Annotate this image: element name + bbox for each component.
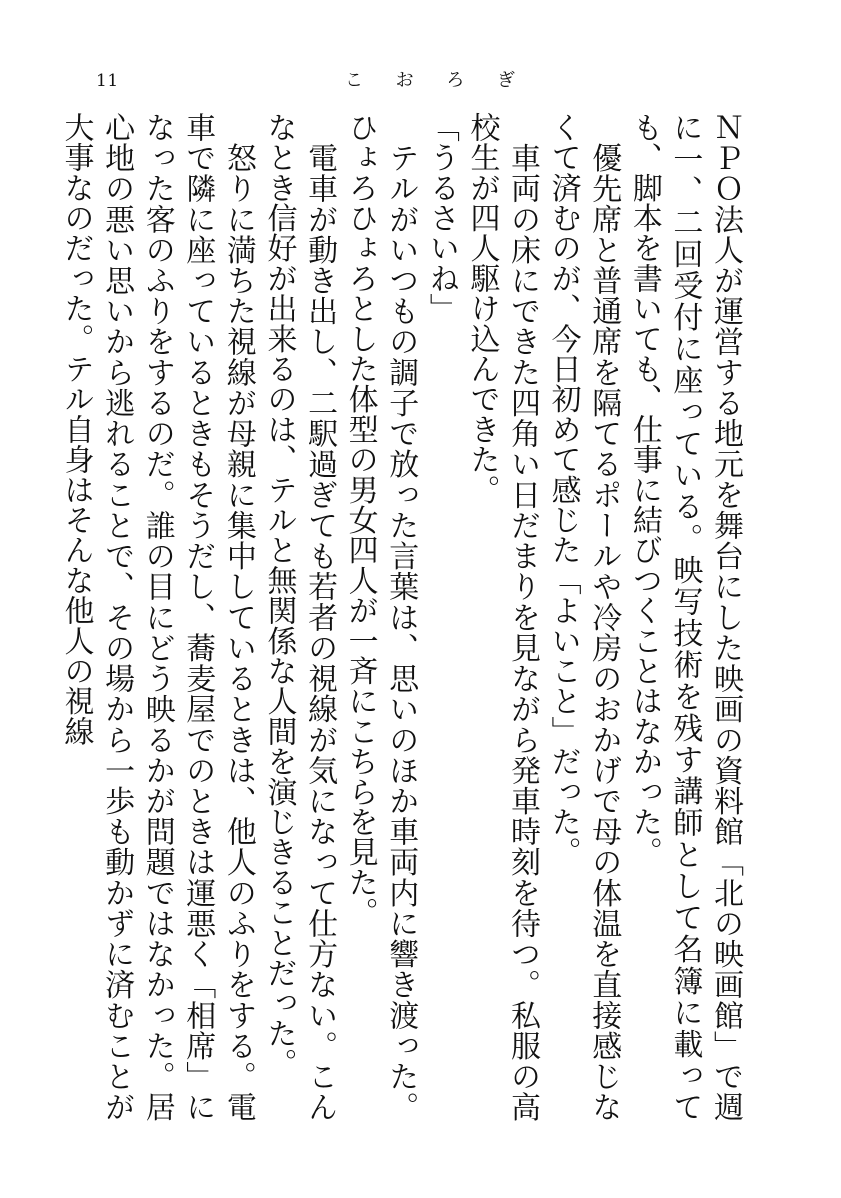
paragraph: テルがいつもの調子で放った言葉は、思いのほか車両内に響き渡った。ひょろひょろとした体型の男女四人が一斉にこちらを見た。: [342, 112, 419, 1122]
paragraph: 優先席と普通席を隔てるポールや冷房のおかげで母の体温を直接感じなくて済むのが、今日初めて感じた「よいこと」だった。: [545, 112, 622, 1122]
paragraph: 電車が動き出し、二駅過ぎても若者の視線が気になって仕方ない。こんなとき信好が出来るのは、テルと無関係な人間を演じきることだった。: [261, 112, 338, 1122]
running-head-char: ろ: [446, 70, 465, 91]
running-head-char: お: [395, 70, 414, 91]
dialogue-line: 「うるさいね」: [423, 112, 459, 324]
page-number: 11: [96, 71, 119, 91]
running-head-char: ぎ: [496, 70, 515, 91]
running-head: [345, 70, 515, 92]
body-text: [58, 112, 745, 1122]
paragraph: 車両の床にできた四角い日だまりを見ながら発車時刻を待つ。私服の高校生が四人駆け込んできた。: [464, 112, 541, 1122]
paragraph: 怒りに満ちた視線が母親に集中しているときは、他人のふりをする。電車で隣に座っているときもそうだし、蕎麦屋でのときは運悪く「相席」になった客のふりをするのだ。誰の目にどう映るかが問題ではなかった。居心地の悪い思いから逃れることで、その場から一歩も動かずに済むことが大事なのだった。テル自身はそんな他人の視線: [58, 112, 256, 1122]
running-head-char: こ: [345, 70, 363, 91]
paragraph: ＮＰＯ法人が運営する地元を舞台にした映画の資料館「北の映画館」で週に一、二回受付に座っている。映写技術を残す講師として名簿に載っても、脚本を書いても、仕事に結びつくことはなかった。: [626, 112, 743, 1122]
